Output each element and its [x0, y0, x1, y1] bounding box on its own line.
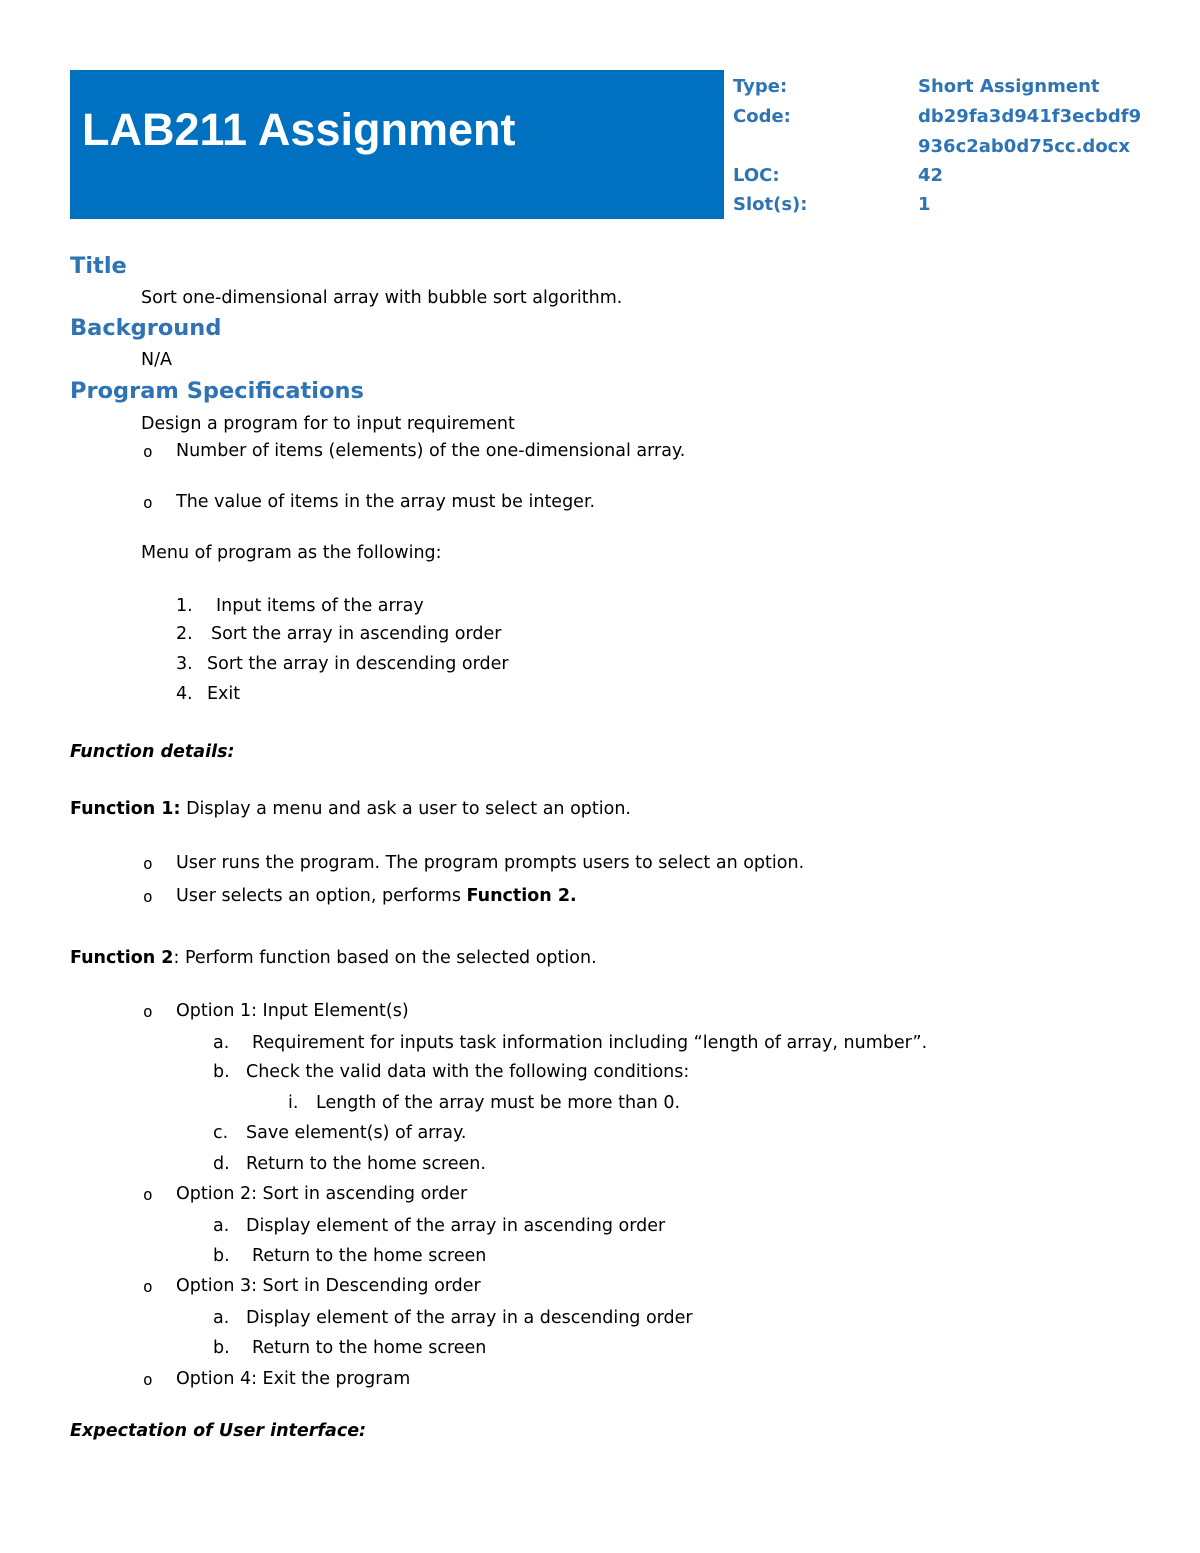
loc-label: LOC:: [733, 165, 780, 186]
sub-item-letter: c.: [213, 1123, 229, 1143]
sub-item-letter: b.: [213, 1246, 230, 1266]
code-value-line1: db29fa3d941f3ecbdf9: [918, 106, 1142, 127]
spec-bullet: Number of items (elements) of the one-dimensional array.: [176, 441, 686, 461]
type-label: Type:: [733, 76, 788, 97]
bullet-marker: o: [143, 854, 153, 873]
function2-reference: Function 2.: [466, 886, 577, 906]
background-text: N/A: [141, 350, 172, 370]
bullet-marker: o: [143, 1002, 153, 1021]
sub-item-letter: i.: [288, 1093, 299, 1113]
menu-item-number: 2.: [176, 624, 193, 644]
bullet-marker: o: [143, 493, 153, 512]
slots-value: 1: [918, 194, 931, 215]
menu-item-number: 3.: [176, 654, 193, 674]
code-value-line2: 936c2ab0d75cc.docx: [918, 136, 1130, 157]
specifications-heading: Program Specifications: [70, 378, 364, 404]
sub-item-text: Length of the array must be more than 0.: [316, 1093, 681, 1113]
loc-value: 42: [918, 165, 944, 186]
background-heading: Background: [70, 315, 222, 341]
function2-text: : Perform function based on the selected option.: [173, 948, 597, 968]
menu-item-text: Exit: [207, 684, 241, 704]
function1-bullet-text: User selects an option, performs: [176, 886, 467, 906]
spec-intro: Design a program for to input requirement: [141, 414, 515, 434]
menu-item-text: Sort the array in descending order: [207, 654, 509, 674]
function-details-heading: Function details:: [70, 742, 235, 762]
slots-label: Slot(s):: [733, 194, 808, 215]
bullet-marker: o: [143, 887, 153, 906]
menu-intro: Menu of program as the following:: [141, 543, 442, 563]
option-label: Option 4: Exit the program: [176, 1369, 411, 1389]
function1-text: Display a menu and ask a user to select an option.: [180, 799, 631, 819]
ui-expectation-heading: Expectation of User interface:: [70, 1421, 367, 1441]
title-text: Sort one-dimensional array with bubble sort algorithm.: [141, 288, 623, 308]
document-title: LAB211 Assignment: [82, 104, 516, 155]
option-label: Option 3: Sort in Descending order: [176, 1276, 481, 1296]
bullet-marker: o: [143, 1370, 153, 1389]
bullet-marker: o: [143, 1277, 153, 1296]
function1-bullet: [176, 884, 577, 908]
sub-item-letter: b.: [213, 1338, 230, 1358]
sub-item-letter: a.: [213, 1033, 230, 1053]
function2-line: [70, 946, 597, 970]
menu-item-number: 1.: [176, 596, 193, 616]
sub-item-text: Check the valid data with the following conditions:: [246, 1062, 690, 1082]
sub-item-text: Display element of the array in ascending order: [246, 1216, 666, 1236]
sub-item-text: Display element of the array in a descending order: [246, 1308, 693, 1328]
menu-item-number: 4.: [176, 684, 193, 704]
menu-item-text: Sort the array in ascending order: [211, 624, 502, 644]
sub-item-letter: d.: [213, 1154, 230, 1174]
code-label: Code:: [733, 106, 791, 127]
bullet-marker: o: [143, 442, 153, 461]
function1-line: [70, 797, 631, 821]
function2-label: Function 2: [70, 948, 174, 968]
header-banner: [70, 70, 724, 219]
title-heading: Title: [70, 253, 127, 279]
spec-bullet: The value of items in the array must be integer.: [176, 492, 596, 512]
menu-item-text: Input items of the array: [216, 596, 424, 616]
sub-item-letter: a.: [213, 1216, 230, 1236]
function1-label: Function 1:: [70, 799, 181, 819]
sub-item-text: Return to the home screen: [252, 1246, 487, 1266]
sub-item-letter: a.: [213, 1308, 230, 1328]
sub-item-text: Return to the home screen.: [246, 1154, 486, 1174]
bullet-marker: o: [143, 1185, 153, 1204]
sub-item-text: Return to the home screen: [252, 1338, 487, 1358]
option-label: Option 2: Sort in ascending order: [176, 1184, 468, 1204]
function1-bullet: User runs the program. The program prompts users to select an option.: [176, 853, 805, 873]
option-label: Option 1: Input Element(s): [176, 1001, 409, 1021]
sub-item-text: Requirement for inputs task information including “length of array, number”.: [252, 1033, 928, 1053]
type-value: Short Assignment: [918, 76, 1100, 97]
sub-item-letter: b.: [213, 1062, 230, 1082]
sub-item-text: Save element(s) of array.: [246, 1123, 467, 1143]
